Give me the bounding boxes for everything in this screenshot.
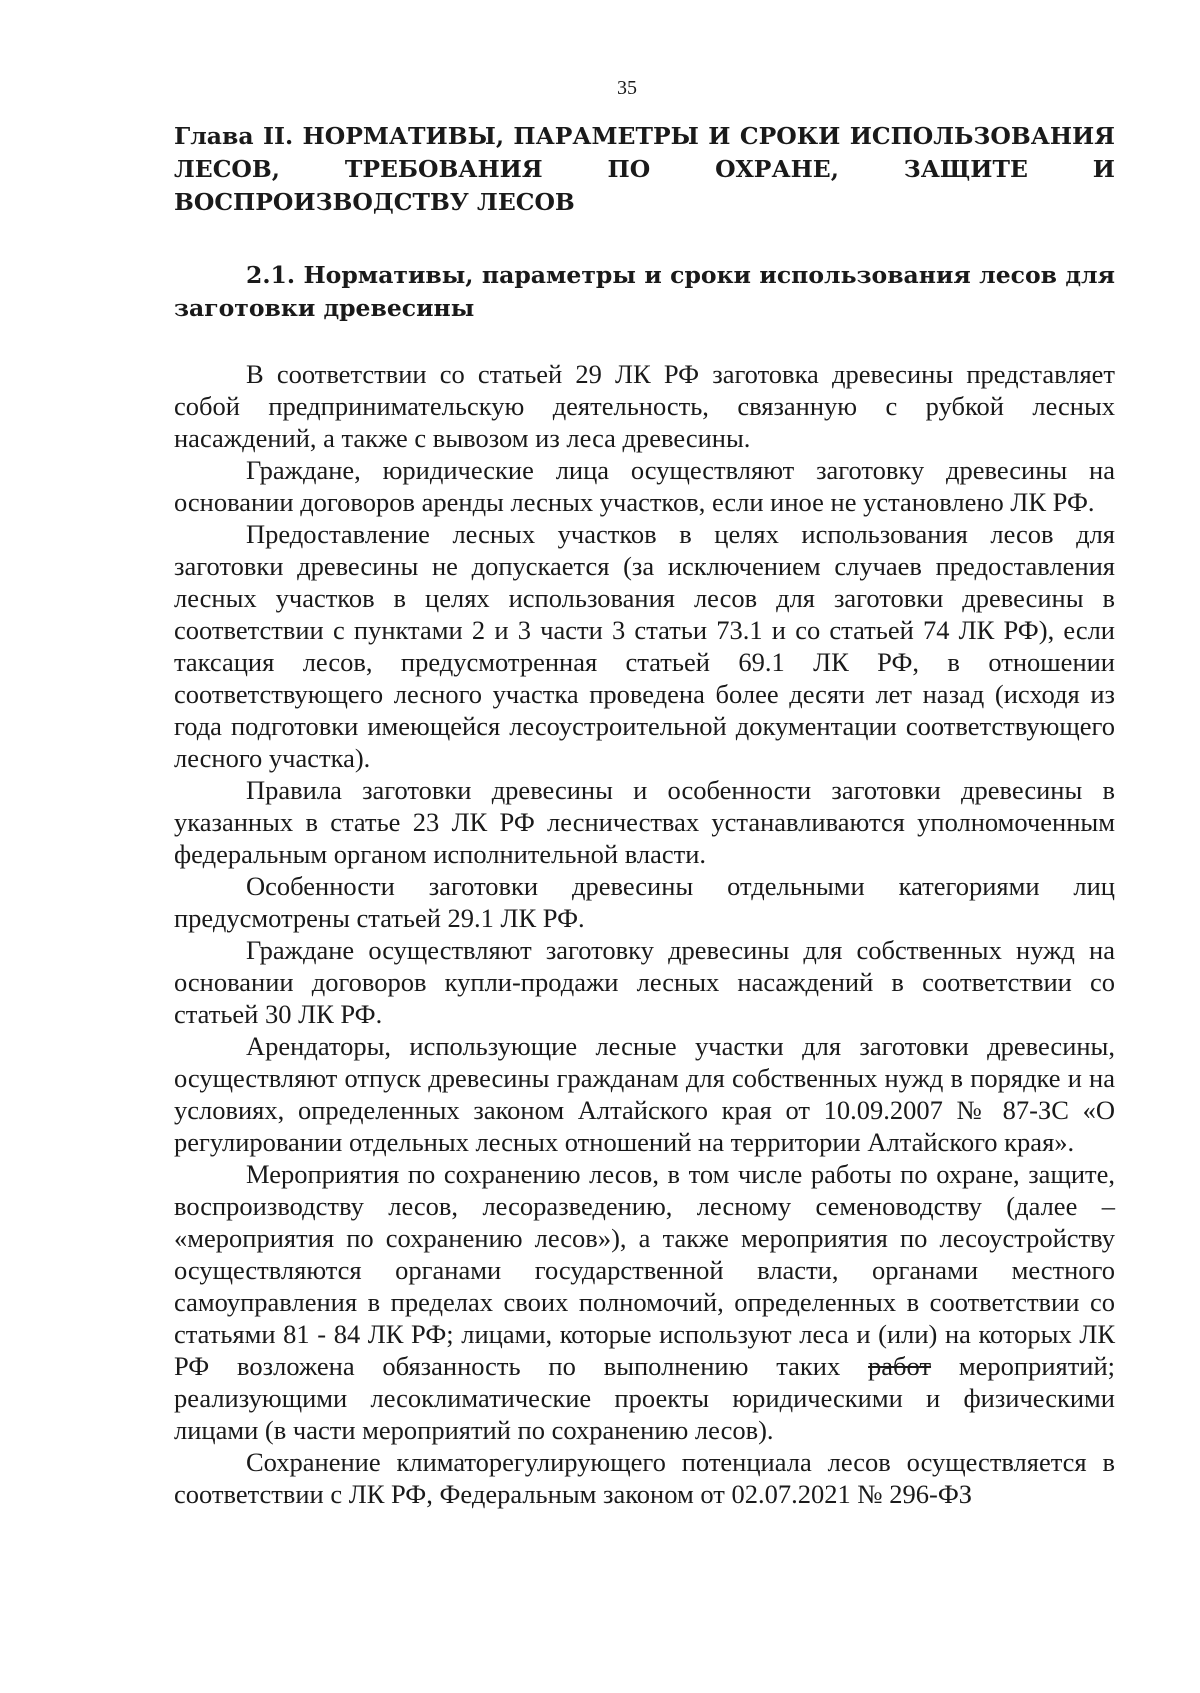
paragraph: Правила заготовки древесины и особенности заготовки древесины в указанных в статье 23 ЛК РФ лесничествах устанавливаются уполномоченным федеральным органом исполнительной власти. — [174, 775, 1115, 869]
chapter-title: Глава II. НОРМАТИВЫ, ПАРАМЕТРЫ И СРОКИ ИСПОЛЬЗОВАНИЯ ЛЕСОВ, ТРЕБОВАНИЯ ПО ОХРАНЕ, ЗАЩИТЕ И ВОСПРОИЗВОДСТВУ ЛЕСОВ — [174, 122, 1115, 216]
paragraph: Граждане, юридические лица осуществляют заготовку древесины на основании договоров аренды лесных участков, если иное не установлено ЛК РФ. — [174, 455, 1115, 517]
measures-text-start: Мероприятия по сохранению лесов, в том числе работы по охране, защите, воспроизводству лесов, лесоразведению, лесному семеноводству (далее – «мероприятия по сохранению лесов»), а также мероприятия по лесоустройству осуществляются органами государственной власти, органами местного самоуправления в пределах своих полномочий, определенных в соответствии со статьями 81 - 84 ЛК РФ; лицами, которые используют леса и (или) на которых ЛК РФ возложена обязанность по выполнению таких — [174, 1159, 1115, 1381]
section-title: 2.1. Нормативы, параметры и сроки использования лесов для заготовки древесины — [174, 261, 1115, 322]
measures-paragraph — [174, 1158, 1115, 1446]
paragraph: Предоставление лесных участков в целях использования лесов для заготовки древесины не допускается (за исключением случаев предоставления лесных участков в целях использования лесов для заготовки древесины в соответствии с пунктами 2 и 3 части 3 статьи 73.1 и со статьей 74 ЛК РФ), если таксация лесов, предусмотренная статьей 69.1 ЛК РФ, в отношении соответствующего лесного участка проведена более десяти лет назад (исходя из года подготовки имеющейся лесоустроительной документации соответствующего лесного участка). — [174, 519, 1115, 773]
paragraph: Арендаторы, использующие лесные участки для заготовки древесины, осуществляют отпуск древесины гражданам для собственных нужд в порядке и на условиях, определенных законом Алтайского края от 10.09.2007 № 87-ЗС «О регулировании отдельных лесных отношений на территории Алтайского края». — [174, 1031, 1115, 1157]
page-content — [174, 116, 1115, 1510]
paragraph: Сохранение климаторегулирующего потенциала лесов осуществляется в соответствии с ЛК РФ, Федеральным законом от 02.07.2021 № 296-ФЗ — [174, 1447, 1115, 1509]
paragraph: Особенности заготовки древесины отдельными категориями лиц предусмотрены статьей 29.1 ЛК РФ. — [174, 871, 1115, 933]
measures-text-end: мероприятий; реализующими лесоклиматические проекты юридическими и физическими лицами (в части мероприятий по сохранению лесов). — [174, 1351, 1115, 1445]
page-number: 35 — [617, 77, 637, 99]
body-text — [174, 358, 1115, 1510]
paragraph: Граждане осуществляют заготовку древесины для собственных нужд на основании договоров купли-продажи лесных насаждений в соответствии со статьей 30 ЛК РФ. — [174, 935, 1115, 1029]
paragraph: В соответствии со статьей 29 ЛК РФ заготовка древесины представляет собой предпринимательскую деятельность, связанную с рубкой лесных насаждений, а также с вывозом из леса древесины. — [174, 359, 1115, 453]
struck-word: работ — [868, 1351, 932, 1381]
